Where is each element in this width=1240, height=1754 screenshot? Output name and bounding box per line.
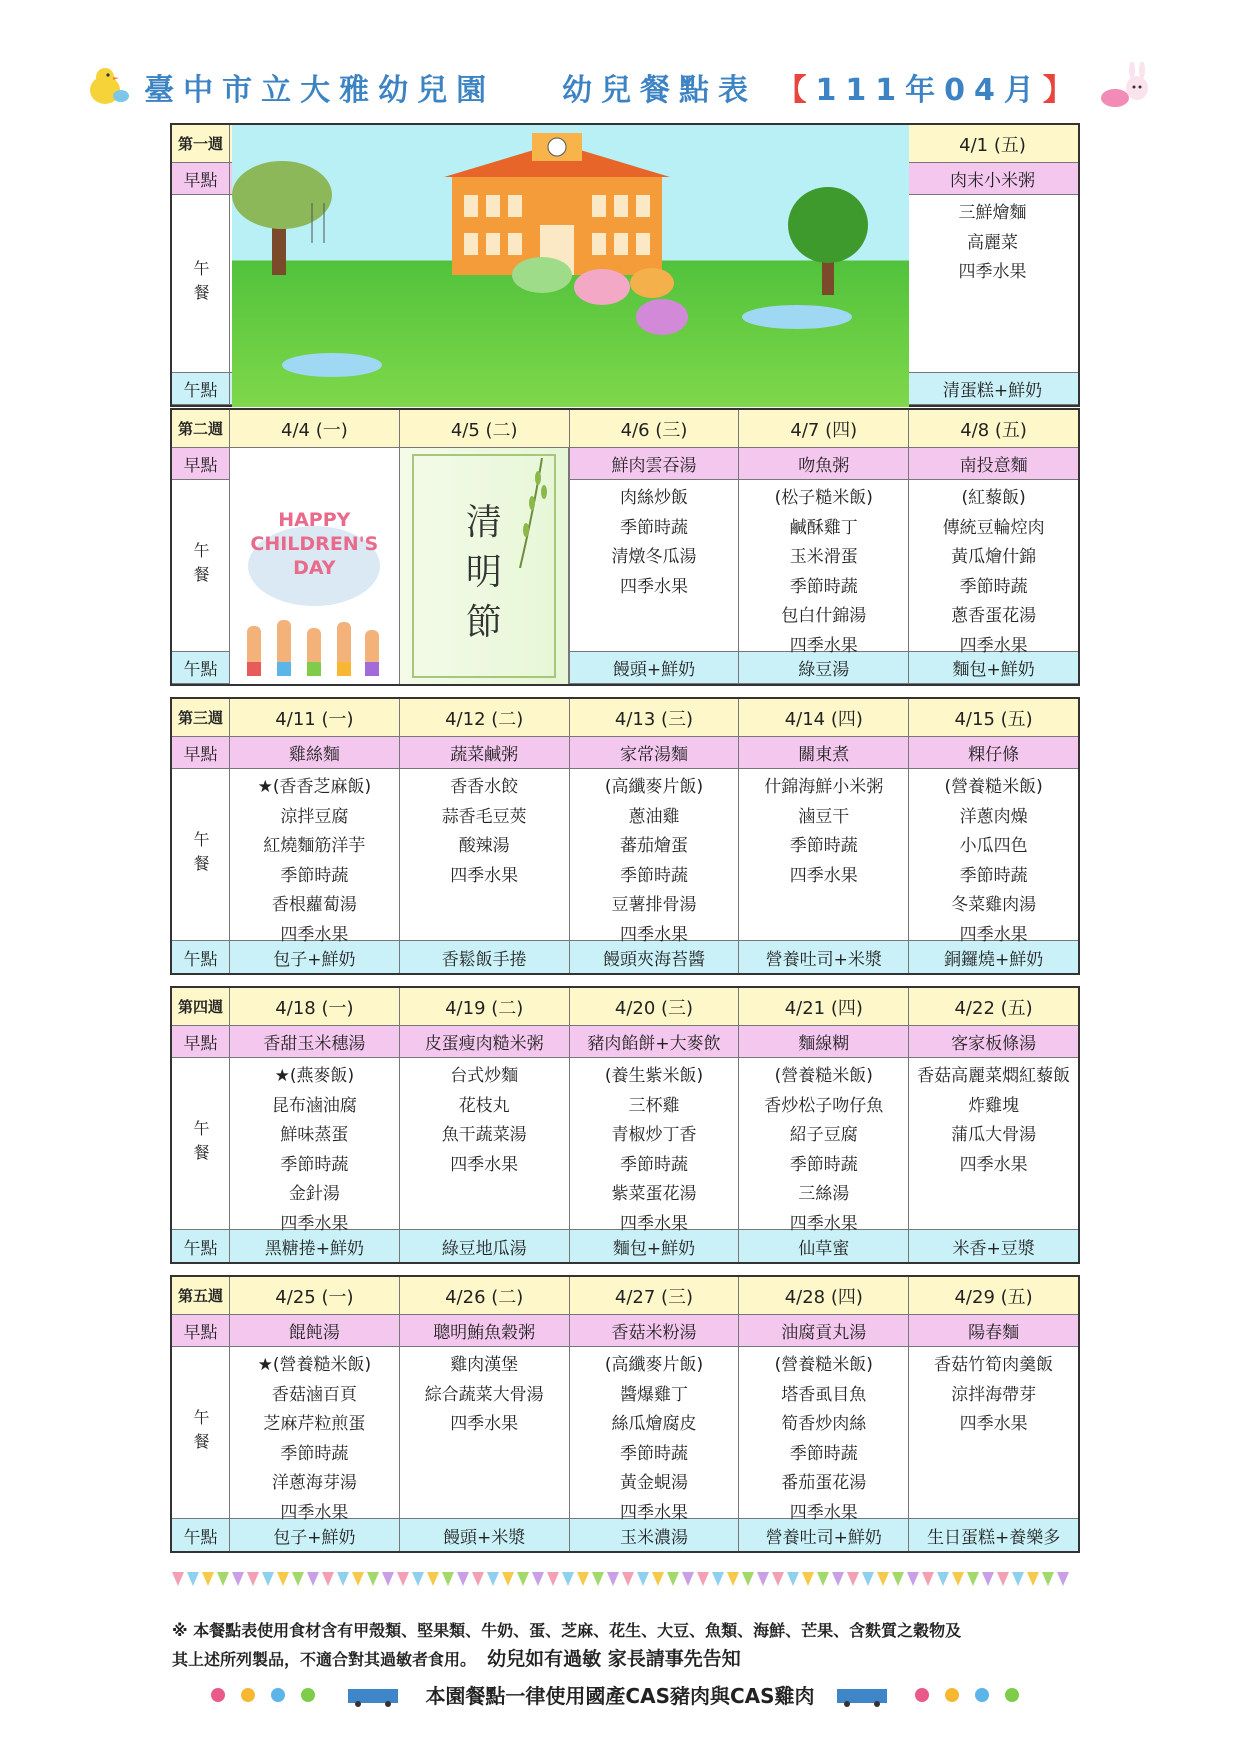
date-header: 4/14 (四) [739,699,909,736]
lunch-item: 季節時蔬 [789,836,858,856]
lunch-item: 青椒炒丁香 [611,1125,697,1145]
lunch-items [230,769,400,945]
qingming-char: 明 [465,552,502,593]
lunch-item: (營養糙米飯) [774,1066,873,1086]
lunch-item: 高麗菜 [967,232,1018,253]
lunch-item: 台式炒麵 [450,1066,519,1086]
lunch-item: 季節時蔬 [789,1154,858,1175]
breakfast-label: 早點 [172,737,230,768]
lunch-item: 四季水果 [280,924,349,945]
lunch-item: 四季水果 [959,1414,1028,1434]
school-name: 臺中市立大雅幼兒園 [144,73,496,108]
lunch-item: ★(香香芝麻飯) [257,777,372,797]
lunch-item: 鮮味蒸蛋 [280,1125,349,1145]
date-header: 4/27 (三) [570,1277,740,1314]
year-month: 111年04月 [815,73,1043,108]
notice-emphasis: 幼兒如有過敏 家長請事先告知 [487,1648,741,1670]
childrens-day-text: HAPPY CHILDREN'S DAY [250,509,379,579]
lunch-label: 午餐 [172,769,230,940]
lunch-item: 花枝丸 [458,1095,510,1116]
date-header: 4/26 (二) [400,1277,570,1314]
lunch-item: 三絲湯 [798,1184,850,1204]
lunch-item: 四季水果 [280,1213,349,1234]
lunch-items [230,1347,400,1523]
snack-item: 綠豆湯 [739,652,909,683]
lunch-item: 四季水果 [619,924,688,945]
breakfast-label: 早點 [172,1315,230,1346]
date-header: 4/13 (三) [570,699,740,736]
lunch-item: 四季水果 [789,865,858,886]
lunch-item: 四季水果 [959,635,1028,656]
lunch-item: 季節時蔬 [619,1154,688,1175]
lunch-item: 塔香虱目魚 [781,1384,867,1405]
date-header: 4/8 (五) [960,419,1027,441]
lunch-item: 芝麻芹粒煎蛋 [263,1414,366,1434]
lunch-item: 酸辣湯 [458,836,510,856]
lunch-items [739,480,909,656]
lunch-item: 昆布滷油腐 [271,1095,357,1116]
lunch-item: 季節時蔬 [619,865,688,886]
breakfast-item: 皮蛋瘦肉糙米粥 [400,1026,570,1057]
lunch-item: 絲瓜燴腐皮 [611,1414,697,1434]
bunting-decoration [172,1572,1076,1590]
snack-item: 包子+鮮奶 [230,941,400,973]
lunch-item: 季節時蔬 [280,865,349,886]
lunch-item: 包白什錦湯 [781,606,867,626]
lunch-item: 紅燒麵筋洋芋 [263,836,366,856]
lunch-item: 綜合蔬菜大骨湯 [424,1384,544,1405]
school-scene-illustration [232,125,909,407]
snack-item: 玉米濃湯 [570,1519,740,1551]
lunch-item: 冬菜雞肉湯 [951,895,1037,915]
snack-item: 饅頭夾海苔醬 [570,941,740,973]
date-header: 4/21 (四) [739,988,909,1025]
lunch-items [909,1058,1078,1229]
lunch-item: 四季水果 [789,1213,858,1234]
week-label: 第四週 [172,988,230,1025]
lunch-item: (營養糙米飯) [944,777,1043,797]
snack-item: 銅鑼燒+鮮奶 [943,949,1044,970]
snack-item: 米香+豆漿 [952,1238,1035,1259]
lunch-item: 傳統豆輪焢肉 [942,517,1045,538]
lunch-item: 香菇高麗菜燜紅藜飯 [917,1066,1071,1086]
lunch-item: 季節時蔬 [789,1443,858,1464]
lunch-item: 紫菜蛋花湯 [611,1184,697,1204]
lunch-item: (高纖麥片飯) [604,777,704,797]
breakfast-item: 香甜玉米穗湯 [230,1026,400,1057]
date-header: 4/12 (二) [400,699,570,736]
lunch-items [907,195,1078,372]
lunch-item: 季節時蔬 [789,576,858,597]
lunch-item: 蔥香蛋花湯 [951,606,1037,626]
lunch-item: 四季水果 [789,635,858,656]
lunch-items [909,769,1078,945]
lunch-item: 香菇滷百頁 [271,1384,357,1405]
breakfast-item: 關東煮 [739,737,909,768]
bracket-open: 【 [776,73,816,108]
snack-item: 饅頭+鮮奶 [570,652,740,683]
qingming-festival-panel [400,448,570,684]
lunch-item: 季節時蔬 [959,865,1028,886]
snack-item: 麵包+鮮奶 [952,660,1035,680]
lunch-item: 四季水果 [959,1154,1028,1175]
handprints-icon [208,1683,408,1712]
breakfast-item: 蔬菜鹹粥 [400,737,570,768]
lunch-items [739,1058,909,1234]
lunch-items [570,480,740,651]
lunch-item: 涼拌豆腐 [280,806,349,827]
breakfast-item: 家常湯麵 [570,737,740,768]
snack-item: 香鬆飯手捲 [400,941,570,973]
page-title [0,62,1240,118]
footer-note [0,1680,1240,1712]
lunch-item: 清燉冬瓜湯 [611,547,697,567]
lunch-item: (養生紫米飯) [604,1066,704,1086]
lunch-item: (高纖麥片飯) [604,1355,704,1375]
snack-label: 午點 [172,373,230,404]
breakfast-item: 吻魚粥 [739,448,909,479]
date-header: 4/20 (三) [570,988,740,1025]
lunch-item: 豆薯排骨湯 [611,895,697,915]
breakfast-item: 麵線糊 [739,1026,909,1057]
snack-item: 營養吐司+米漿 [739,941,909,973]
date-header: 4/29 (五) [954,1286,1033,1308]
lunch-item: ★(營養糙米飯) [257,1355,372,1375]
lunch-items [570,1347,740,1523]
date-header: 4/4 (一) [230,410,400,447]
qingming-char: 清 [465,502,502,543]
breakfast-item: 鮮肉雲吞湯 [570,448,740,479]
lunch-label: 午餐 [172,1058,230,1229]
week-label: 第五週 [172,1277,230,1314]
date-header: 4/19 (二) [400,988,570,1025]
lunch-items [230,1058,400,1234]
lunch-item: (紅藜飯) [961,488,1026,508]
lunch-item: 香菇竹筍肉羹飯 [934,1355,1054,1375]
week-4-table [170,986,1080,1264]
lunch-item: 蒜香毛豆莢 [441,806,527,827]
lunch-item: ★(燕麥飯) [274,1066,355,1086]
date-header: 4/28 (四) [739,1277,909,1314]
lunch-items [739,1347,909,1523]
breakfast-item: 南投意麵 [959,456,1028,476]
date-header: 4/5 (二) [400,410,570,447]
snack-item: 營養吐司+鮮奶 [739,1519,909,1551]
qingming-char: 節 [465,602,502,643]
lunch-item: 三杯雞 [628,1095,680,1116]
bunny-icon [1097,62,1157,112]
snack-item: 生日蛋糕+養樂多 [926,1527,1061,1548]
snack-item: 黑糖捲+鮮奶 [230,1230,400,1262]
date-header: 4/18 (一) [230,988,400,1025]
lunch-item: 滷豆干 [798,806,850,827]
lunch-item: 四季水果 [450,1414,519,1434]
breakfast-item: 餛飩湯 [230,1315,400,1346]
lunch-item: 四季水果 [619,1502,688,1523]
childrens-day-illustration [230,448,400,684]
breakfast-item: 粿仔條 [968,745,1020,765]
lunch-item: 季節時蔬 [280,1443,349,1464]
lunch-item: 四季水果 [619,1213,688,1234]
lunch-item: 四季水果 [450,1154,519,1175]
lunch-item: 香炒松子吻仔魚 [764,1095,884,1116]
snack-item: 麵包+鮮奶 [570,1230,740,1262]
lunch-item: 蕃茄燴蛋 [619,836,688,856]
snack-label: 午點 [172,1230,230,1262]
bracket-close: 】 [1042,73,1082,108]
breakfast-item: 聰明鮪魚穀粥 [400,1315,570,1346]
breakfast-item: 雞絲麵 [230,737,400,768]
lunch-item: 小瓜四色 [959,836,1028,856]
week-5-table [170,1275,1080,1553]
date-header: 4/6 (三) [570,410,740,447]
week-2-table [170,408,1080,686]
lunch-item: 四季水果 [280,1502,349,1523]
lunch-item: 什錦海鮮小米粥 [764,777,884,797]
lunch-items [570,769,740,945]
lunch-item: 筍香炒肉絲 [781,1414,867,1434]
lunch-item: 雞肉漢堡 [450,1355,519,1375]
week-3-table [170,697,1080,975]
lunch-item: 四季水果 [789,1502,858,1523]
snack-item: 包子+鮮奶 [230,1519,400,1551]
lunch-item: 季節時蔬 [280,1154,349,1175]
lunch-item: 魚干蔬菜湯 [441,1125,527,1145]
handprints-icon-right [832,1683,1032,1712]
lunch-item: 四季水果 [619,576,688,597]
breakfast-label: 早點 [172,1026,230,1057]
week-1-table [170,123,1080,407]
notice-line-1: ※ 本餐點表使用食材含有甲殼類、堅果類、牛奶、蛋、芝麻、花生、大豆、魚類、海鮮、芒果、含麩質之穀物及 [172,1621,962,1640]
snack-item: 清蛋糕+鮮奶 [942,381,1043,401]
lunch-items [909,1347,1078,1518]
breakfast-item: 客家板條湯 [951,1034,1037,1054]
date-header: 4/1 (五) [959,134,1026,156]
lunch-item: 香根蘿蔔湯 [271,895,357,915]
date-header: 4/22 (五) [954,997,1033,1019]
date-header: 4/11 (一) [230,699,400,736]
lunch-item: 炸雞塊 [968,1095,1020,1116]
lunch-item: 蔥油雞 [628,806,680,827]
week-label: 第三週 [172,699,230,736]
lunch-item: 四季水果 [958,262,1027,282]
lunch-item: (松子糙米飯) [774,488,873,508]
breakfast-item: 肉末小米粥 [950,171,1035,191]
breakfast-label: 早點 [172,448,230,479]
lunch-label: 午餐 [172,195,230,372]
lunch-item: 金針湯 [288,1184,340,1204]
notice-line-2: 其上述所列製品，不適合對其過敏者食用。 [172,1650,477,1669]
lunch-item: (營養糙米飯) [774,1355,873,1375]
lunch-items [400,1058,570,1229]
lunch-item: 季節時蔬 [959,576,1028,597]
lunch-item: 四季水果 [959,924,1028,945]
lunch-item: 季節時蔬 [619,517,688,538]
lunch-item: 洋蔥肉燥 [959,806,1028,827]
date-header: 4/15 (五) [954,708,1033,730]
footer-text: 本園餐點一律使用國產CAS豬肉與CAS雞肉 [425,1684,815,1708]
breakfast-item: 豬肉餡餅+大麥飲 [570,1026,740,1057]
snack-label: 午點 [172,1519,230,1551]
lunch-items [909,480,1078,656]
snack-item: 綠豆地瓜湯 [400,1230,570,1262]
lunch-item: 香香水餃 [450,777,519,797]
lunch-item: 蒲瓜大骨湯 [951,1125,1037,1145]
lunch-item: 三鮮燴麵 [958,203,1027,223]
lunch-items [400,1347,570,1518]
allergy-notice [172,1617,1072,1674]
snack-item: 饅頭+米漿 [400,1519,570,1551]
lunch-label: 午餐 [172,1347,230,1518]
menu-title: 幼兒餐點表 [562,73,758,108]
date-header: 4/25 (一) [230,1277,400,1314]
date-header: 4/7 (四) [739,410,909,447]
lunch-items [400,769,570,940]
week-label: 第二週 [172,410,230,447]
week-label: 第一週 [172,125,230,162]
lunch-item: 四季水果 [450,865,519,886]
snack-label: 午點 [172,652,230,683]
lunch-item: 洋蔥海芽湯 [271,1473,357,1493]
chick-icon [83,62,129,112]
raised-hands-icon [239,616,389,680]
lunch-item: 肉絲炒飯 [619,488,688,508]
lunch-item: 黃瓜燴什錦 [951,547,1037,567]
lunch-item: 鹹酥雞丁 [789,517,858,538]
lunch-item: 番茄蛋花湯 [781,1473,867,1493]
lunch-item: 季節時蔬 [619,1443,688,1464]
willow-branch-icon [512,458,552,572]
snack-label: 午點 [172,941,230,973]
lunch-item: 涼拌海帶芽 [951,1384,1037,1405]
lunch-label: 午餐 [172,480,230,651]
lunch-item: 紹子豆腐 [789,1125,858,1145]
lunch-item: 醬爆雞丁 [619,1384,688,1405]
breakfast-label: 早點 [172,163,230,194]
breakfast-item: 香菇米粉湯 [570,1315,740,1346]
breakfast-item: 陽春麵 [968,1323,1020,1343]
snack-item: 仙草蜜 [739,1230,909,1262]
lunch-item: 黃金蜆湯 [619,1473,688,1493]
lunch-items [570,1058,740,1234]
lunch-item: 玉米滑蛋 [789,547,858,567]
lunch-items [739,769,909,940]
breakfast-item: 油腐貢丸湯 [739,1315,909,1346]
